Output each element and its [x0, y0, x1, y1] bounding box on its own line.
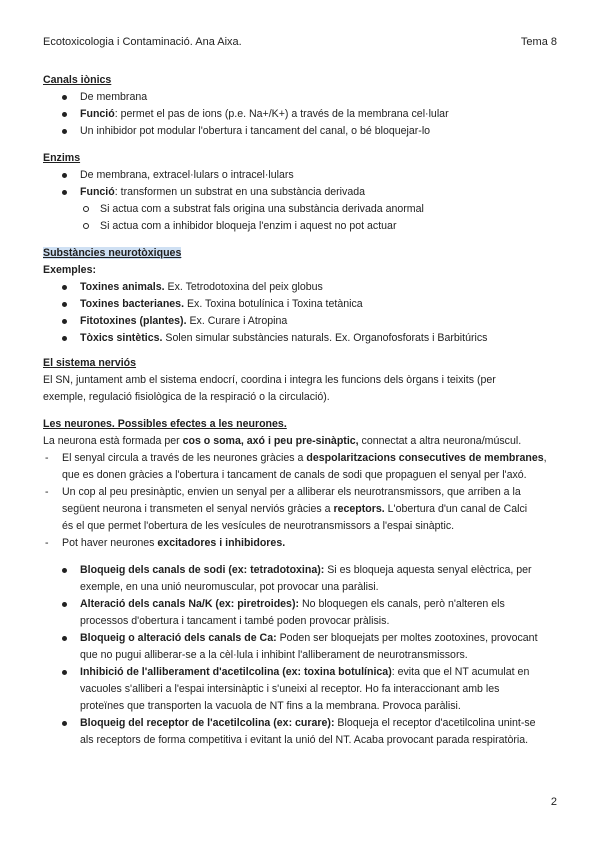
exemples-label: Exemples:: [43, 264, 96, 276]
list-item: - Pot haver neurones excitadores i inhibidores.: [43, 535, 557, 552]
list-item: Un inhibidor pot modular l'obertura i tancament del canal, o bé bloquejar-lo: [43, 123, 557, 140]
canals-list: [43, 89, 557, 140]
list-item: Bloqueig o alteració dels canals de Ca: Poden ser bloquejats per moltes zootoxines, provocant que no pugui alliberar-se a la cèl·lula i inhibint l'alliberament de neurotransmissors.: [43, 630, 557, 664]
effects-list: [43, 562, 557, 749]
enzims-sublist: [43, 201, 557, 235]
document-body: [43, 72, 557, 749]
list-item: - Un cop al peu presinàptic, envien un senyal per a alliberar els neurotransmissors, que arriben a la següent neurona i transmeten el senyal nerviós gràcies a receptors. L'obertura d'un canal de Calci és el que permet l'obertura de les vesícules de neurotransmissors a l'espai sinàptic.: [43, 484, 557, 535]
header-topic: Tema 8: [520, 36, 557, 48]
list-item: Bloqueig del receptor de l'acetilcolina (ex: curare): Bloqueja el receptor d'acetilcolina unint-se als receptors de forma competitiva i evitant la unió del NT. Acaba provocant parada respiratòria.: [43, 715, 557, 749]
list-item: Bloqueig dels canals de sodi (ex: tetradotoxina): Si es bloqueja aquesta senyal elèctrica, per exemple, en una unió neuromuscular, pot provocar una paràlisi.: [43, 562, 557, 596]
list-item: Si actua com a substrat fals origina una substància derivada anormal: [43, 201, 557, 218]
list-item: - El senyal circula a través de les neurones gràcies a despolaritzacions consecutives de membranes, que es donen gràcies a l'obertura i tancament de canals de sodi que propaguen el senyal per l'axó.: [43, 450, 557, 484]
list-item: De membrana, extracel·lulars o intracel·lulars: [43, 167, 557, 184]
section-title-neurones: Les neurones. Possibles efectes a les neurones.: [43, 418, 287, 430]
section-title-canals: Canals iònics: [43, 74, 112, 86]
neurones-list: [43, 450, 557, 552]
list-item: Tòxics sintètics. Solen simular substàncies naturals. Ex. Organofosforats i Barbitúrics: [43, 330, 557, 347]
list-item: Fitotoxines (plantes). Ex. Curare i Atropina: [43, 313, 557, 330]
section-title-substancies: Substàncies neurotòxiques: [43, 247, 182, 259]
list-item: Toxines animals. Ex. Tetrodotoxina del peix globus: [43, 279, 557, 296]
paragraph-line: exemple, regulació fisiològica de la respiració o la circulació).: [43, 391, 330, 403]
section-title-enzims: Enzims: [43, 152, 81, 164]
paragraph-line: El SN, juntament amb el sistema endocrí, coordina i integra les funcions dels òrgans i teixits (per: [43, 374, 496, 386]
page-header: [43, 36, 557, 48]
list-item: De membrana: [43, 89, 557, 106]
list-item: Inhibició de l'alliberament d'acetilcolina (ex: toxina botulínica): evita que el NT acumulat en vacuoles s'alliberi a l'espai intersinàptic i s'uneixi al receptor. Ho fa interaccionant amb les proteïnes que transporten la vacuola de NT fins a la membrana. Provoca paràlisi.: [43, 664, 557, 715]
list-item: Funció: permet el pas de ions (p.e. Na+/K+) a través de la membrana cel·lular: [43, 106, 557, 123]
list-item: Alteració dels canals Na/K (ex: piretroides): No bloquegen els canals, però n'alteren els processos d'obertura i tancament i també poden provocar pràlisis.: [43, 596, 557, 630]
list-item: Toxines bacterianes. Ex. Toxina botulínica i Toxina tetànica: [43, 296, 557, 313]
list-item: Funció: transformen un substrat en una substància derivada: [43, 184, 557, 201]
enzims-list: [43, 167, 557, 201]
page-number: 2: [550, 796, 557, 808]
header-title: Ecotoxicologia i Contaminació. Ana Aixa.: [43, 36, 242, 48]
substancies-list: [43, 279, 557, 347]
list-item: Si actua com a inhibidor bloqueja l'enzim i aquest no pot actuar: [43, 218, 557, 235]
section-title-sistema-nervios: El sistema nerviós: [43, 357, 137, 369]
neurones-intro: La neurona està formada per cos o soma, axó i peu pre-sinàptic, connectat a altra neurona/múscul.: [43, 435, 522, 447]
